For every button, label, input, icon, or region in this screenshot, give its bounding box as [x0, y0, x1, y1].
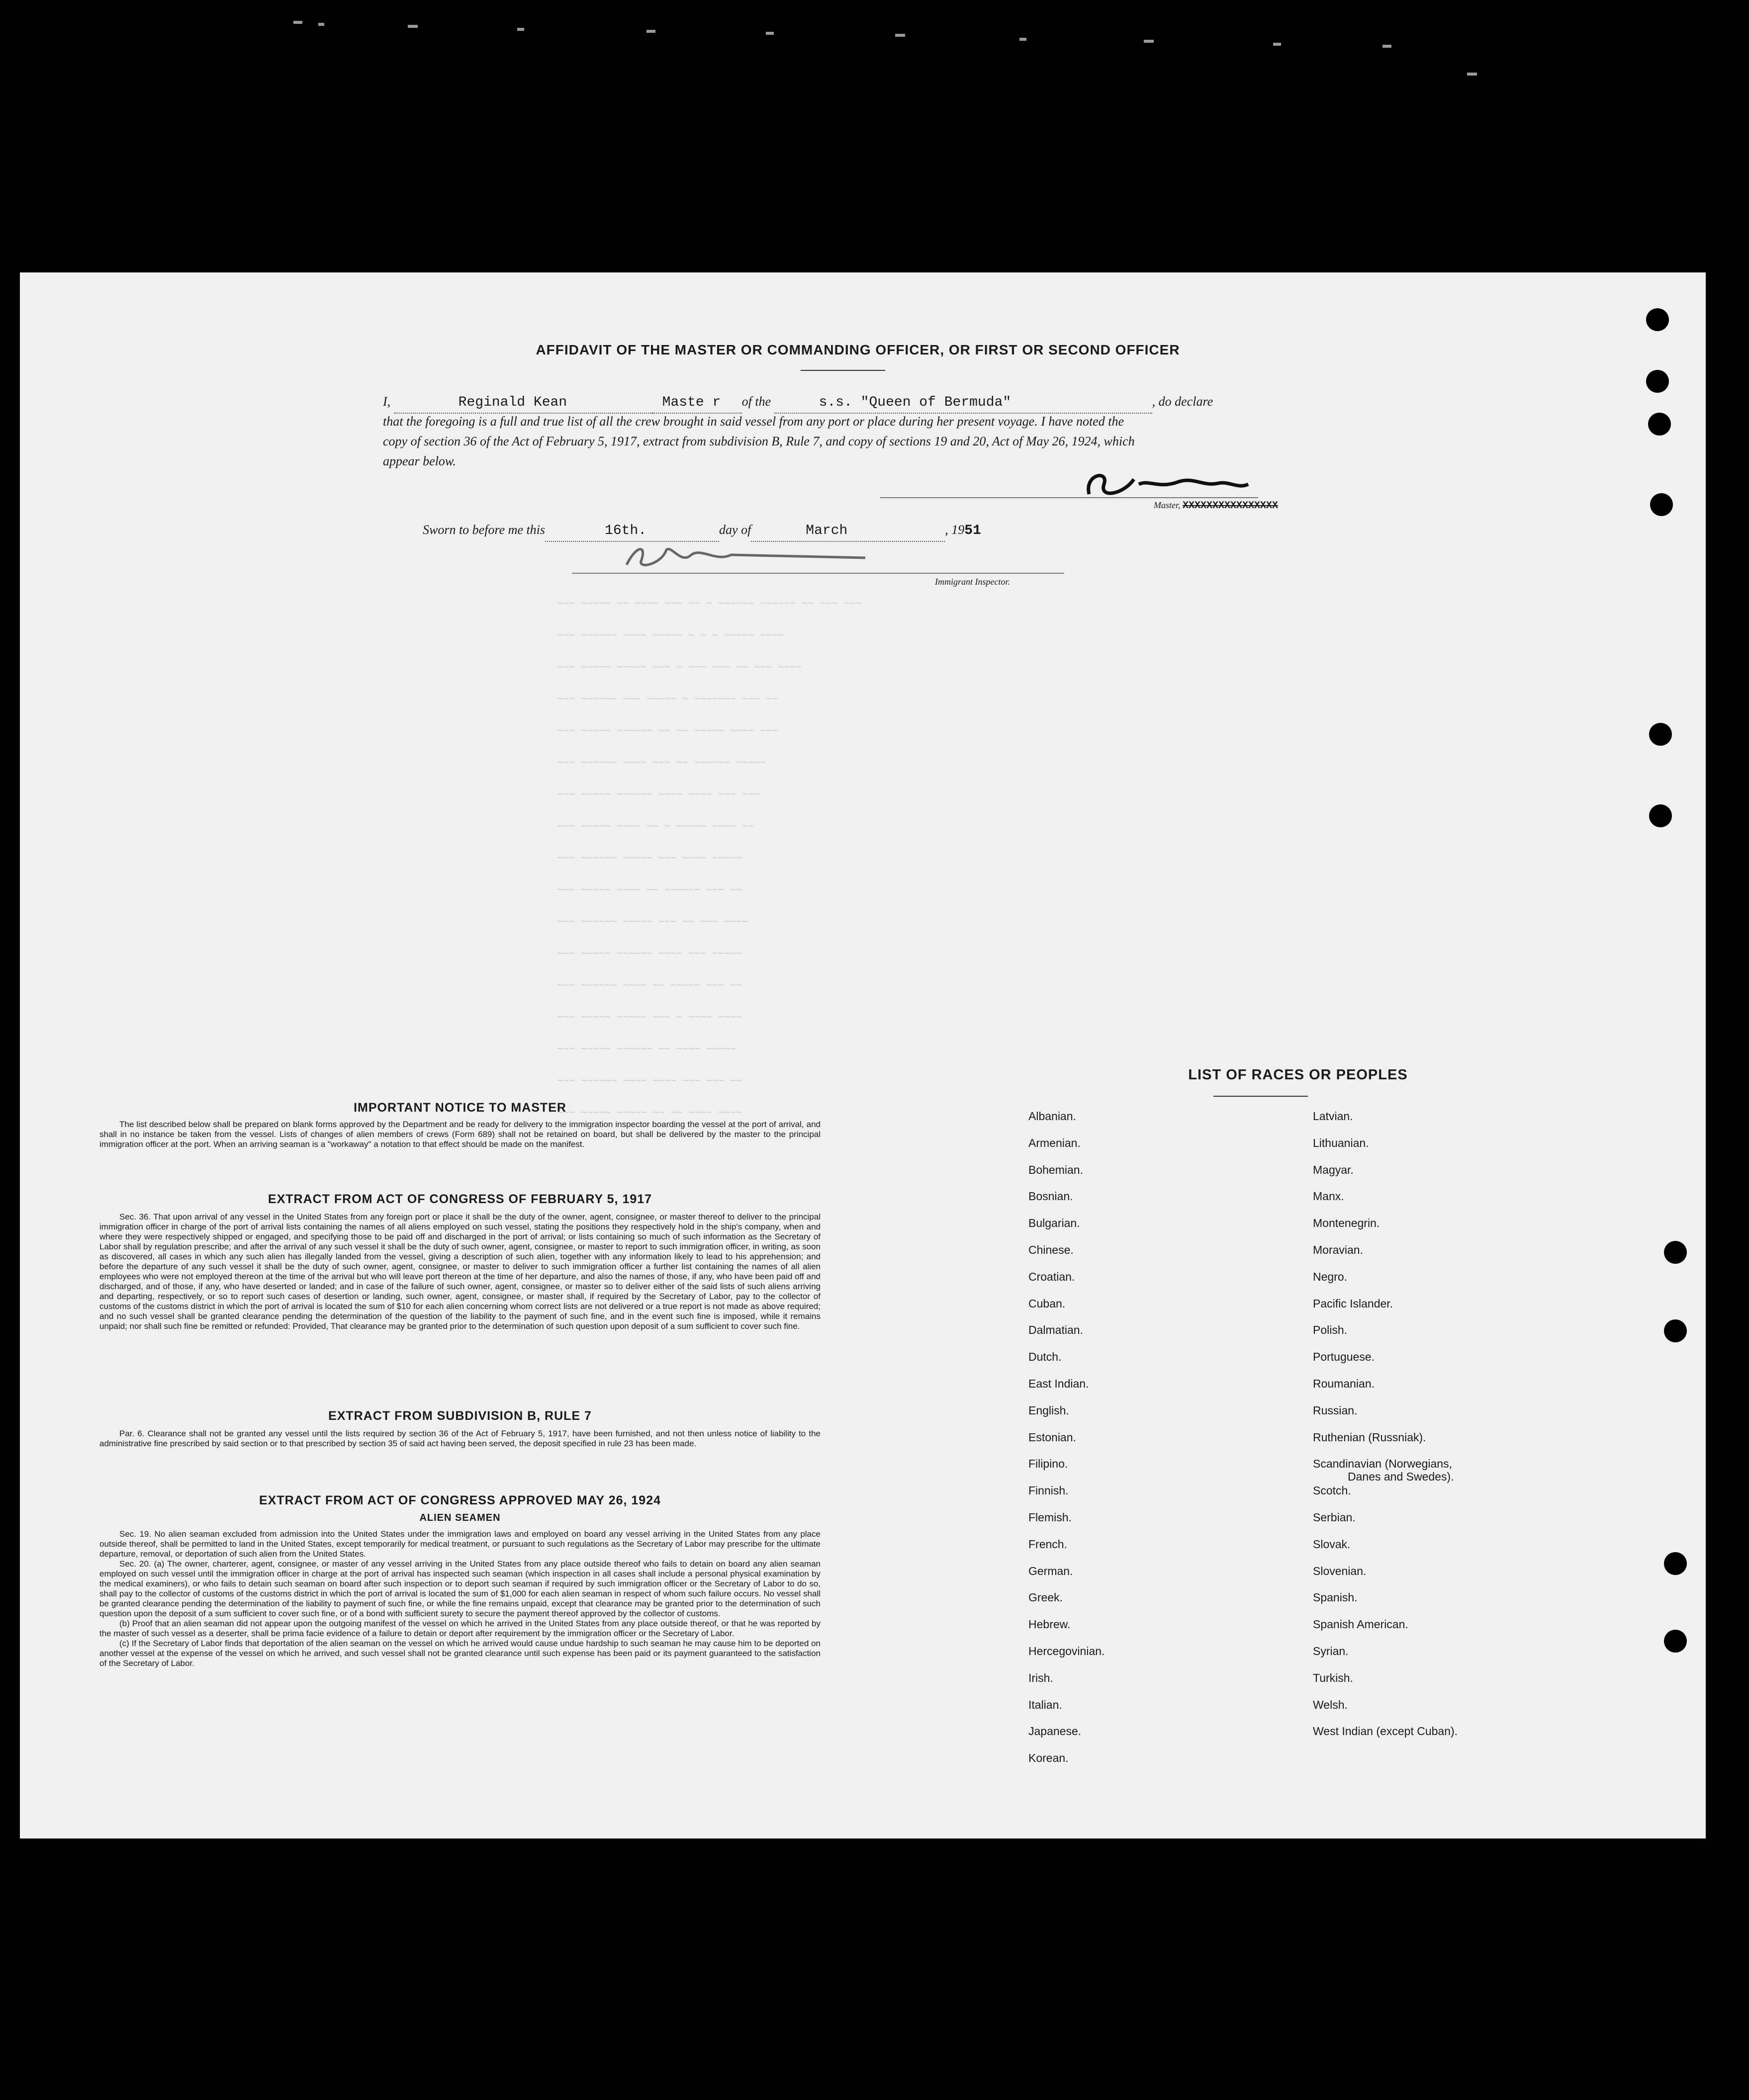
- sworn-day: 16th.: [605, 523, 647, 538]
- master-name: Reginald Kean: [458, 395, 567, 410]
- inspector-label: Immigrant Inspector.: [935, 577, 1010, 587]
- binder-hole: [1664, 1241, 1687, 1264]
- border-speck: [1019, 38, 1026, 41]
- race-item: Filipino.: [1028, 1457, 1068, 1471]
- inspector-signature: [617, 540, 875, 575]
- extract-rule7-title: EXTRACT FROM SUBDIVISION B, RULE 7: [328, 1409, 592, 1423]
- affidavit-title: AFFIDAVIT OF THE MASTER OR COMMANDING OFFICER, OR FIRST OR SECOND OFFICER: [536, 342, 1180, 357]
- races-title-underline: [1213, 1096, 1308, 1097]
- extract-1924-title: EXTRACT FROM ACT OF CONGRESS APPROVED MAY 26, 1924: [259, 1493, 661, 1507]
- race-item: French.: [1028, 1537, 1067, 1551]
- race-item: Croatian.: [1028, 1270, 1075, 1283]
- race-item: Hebrew.: [1028, 1618, 1071, 1631]
- extract-1917-title: EXTRACT FROM ACT OF CONGRESS OF FEBRUARY 5, 1917: [268, 1192, 652, 1206]
- border-speck: [1467, 73, 1477, 76]
- of-the-label: of the: [741, 394, 771, 409]
- race-item: Negro.: [1313, 1270, 1348, 1283]
- extract-1924-sec20b: (b) Proof that an alien seaman did not appear upon the outgoing manifest of the vessel on which he arrived in the United States from any place outside thereof, or that he was reported by the master of such vessel as a deserter, shall be prima facie evidence of a failure to detain or deport after requirement by the immigration officer or the Secretary of Labor.: [99, 1619, 821, 1638]
- race-item: Slovak.: [1313, 1537, 1351, 1551]
- master-rank: Maste r: [662, 395, 721, 410]
- border-speck: [766, 32, 774, 35]
- race-item: Spanish American.: [1313, 1618, 1408, 1631]
- binder-hole: [1664, 1319, 1687, 1342]
- race-item: Japanese.: [1028, 1725, 1082, 1738]
- extract-1924-text: [99, 1529, 821, 1668]
- master-label: Master, XXXXXXXXXXXXXXXX: [1154, 500, 1279, 512]
- race-item: Magyar.: [1313, 1163, 1354, 1176]
- sworn-year: 51: [964, 523, 981, 538]
- border-speck: [517, 28, 524, 31]
- document-page: ~~~ ~~~~~ ~~ ~~~~ ~~~ ~~ ~ ~~~~~~ ~~~~~~ ~~ ~~~ ~~~ ~~~ ~~~~~~ ~~~~ ~~~~~ ~ ~ ~ ~~~~~ ~~~~ ~~~ ~~~~~ ~~~~~ ~~~ ~ ~~~ ~~~ ~~ ~~~ ~~~~ ~~~ ~~~~~~ ~~~ ~~~~~ ~ ~~~~~~~ ~~~ ~~ ~~~ ~~~~~ ~~~~~~ ~~ ~~ ~~~~~ ~~~~ ~~~ ~~~ ~~~~~~ ~~~~ ~~~ ~~ ~~~~~~ ~~~~~ ~~~ ~~~~~ ~~~~~~ ~~~~ ~~~~ ~~~ ~~~ ~~~ ~~~~~ ~~~~ ~~ ~ ~~~~~ ~~~~ ~~ ~~~ ~~~~~~ ~~~~~ ~~~ ~~~~ ~~~~~ ~~~ ~~~~~ ~~~~ ~~ ~~~~~~ ~~~ ~~ ~~~ ~~~~~~ ~~~~~ ~~~ ~~ ~~~ ~~~~ ~~~ ~~~~~ ~~~~~~ ~~~~ ~~~ ~~~~~ ~~~ ~~~~~~ ~~~~ ~~ ~~~~~ ~~~ ~~ ~~~ ~~~~~ ~~~~~ ~~~ ~ ~~~~ ~~~~ ~~~ ~~~~~ ~~~~~~ ~~ ~~~~ ~~~~~ ~~~ ~~~~~~ ~~~~ ~~~~ ~~~ ~~~ ~~ ~~~ ~~~~~ ~~~~~ ~~ ~~ ~~~~ ~~~~ AFFIDAVIT OF THE MASTER OR COMMANDING OFFICER, OR FIRST OR SECOND OFFICER I, Reginald Kean Maste r of the s.s. "Queen of Bermuda" , do declare that the foregoing is a full and true list of all the crew brought in said vessel from any port or place during her present voyage. I have noted the copy of section 36 of the Act of February 5, 1917, extract from subdivision B, Rule 7, and copy of sections 19 and 20, Act of May 26, 1924, which appear below. Master, XXXXXXXXXXXXXXXX Sworn to before me this 16th. day of March , 1951 Immigrant Inspector. IMPORTANT NOTICE TO MASTER The list described below shall be prepared on blank forms approved by the Department and be ready for delivery to the immigration inspector boarding the vessel at the port of arrival, and shall in no instance be taken from the vessel. Lists of changes of alien members of crews (Form 689) shall not be retained on board, but shall be delivered by the master to the principal immigration officer at the port. When an arriving seaman is a "workaway" a notation to that effect should be made on the manifest. EXTRACT FROM ACT OF CONGRESS OF FEBRUARY 5, 1917 Sec. 36. That upon arrival of any vessel in the United States from any foreign port or place it shall be the duty of the owner, agent, consignee, or master thereof to deliver to the principal immigration officer in charge of the port of arrival lists containing the names of all aliens employed on such vessel, stating the positions they respectively hold in the ship's company, when and where they were respectively shipped or engaged, and specifying those to be paid off and discharged in the port of arrival; or lists containing so much of such information as the Secretary of Labor shall by regulation prescribe; and after the arrival of any such vessel it shall be the duty of such owner, agent, consignee, or master to report to such immigration officer, in writing, as soon as discovered, all cases in which any such alien has illegally landed from the vessel, giving a description of such alien, together with any information likely to lead to his apprehension; and before the departure of any such vessel it shall be the duty of such owner, agent, consignee, or master to deliver to such immigration officer a further list containing the names of all alien employees who were not employed thereon at the time of the arrival but who will leave port thereon at the time of her departure, and also the names of those, if any, who have been paid off and discharged, and of those, if any, who have deserted or landed; and in case of the failure of such owner, agent, consignee, or master so to deliver either of the said lists of such aliens arriving and departing, respectively, or so to report such cases of desertion or landing, such owner, agent, consignee, or master shall, if required by the Secretary of Labor, pay to the collector of customs of the customs district in which the port of arrival is located the sum of $10 for each alien concerning whom correct lists are not delivered or a true report is not made as above required; and no such vessel shall be granted clearance pending the determination of the question of the liability to the payment of such fine, and in the event such fine is imposed, while it remains unpaid; nor shall such fine be remitted or refunded: Provided, That clearance may be granted prior to the determination of such question upon deposit of a sum sufficient to cover such fine. EXTRACT FROM SUBDIVISION B, RULE 7 Par. 6. Clearance shall not be granted any vessel until the lists required by section 36 of the Act of February 5, 1917, have been furnished, and not then unless notice of liability to the administrative fine prescribed by said section or to that prescribed by section 35 of said act having been served, the deposit specified in rule 23 has been made. EXTRACT FROM ACT OF CONGRESS APPROVED MAY 26, 1924 ALIEN SEAMEN Sec. 19. No alien seaman excluded from admission into the United States under the immigration laws and employed on board any vessel arriving in the United States from any place outside thereof, shall be permitted to land in the United States, except temporarily for medical treatment, or pursuant to such regulations as the Secretary of Labor may prescribe for the ultimate departure, removal, or deportation of such alien from the United States. Sec. 20. (a) The owner, charterer, agent, consignee, or master of any vessel arriving in the United States from any place outside thereof who fails to detain on board any alien seaman employed on such vessel until the immigration officer in charge at the port of arrival has inspected such seaman (which inspection in all cases shall include a personal physical examination by the medical examiners), or who fails to detain such seaman on board after such inspection or to deport such seaman if required by such immigration officer or the Secretary of Labor to do so, shall pay to the collector of customs of the customs district in which the port of arrival is located the sum of $1,000 for each alien seaman in respect of whom such failure occurs. No vessel shall be granted clearance pending the determination of the liability to payment of such fine, or while the fine remains unpaid, except that clearance may be granted prior to the determination of such question upon the deposit of a sum sufficient to cover such fine, or of a bond with sufficient surety to secure the payment thereof approved by the collector of customs. (b) Proof that an alien seaman did not appear upon the outgoing manifest of the vessel on which he arrived in the United States from any place outside thereof, or that he was reported by the master of such vessel as a deserter, shall be prima facie evidence of a failure to detain or deport after requirement by the immigration officer or the Secretary of Labor. (c) If the Secretary of Labor finds that deportation of the alien seaman on the vessel on which he arrived would cause undue hardship to such seaman he may cause him to be deported on another vessel at the expense of the vessel on which he arrived, and such vessel shall not be granted clearance until such expense has been paid or its payment guaranteed to the satisfaction of the Secretary of Labor. LIST OF RACES OR PEOPLES Albanian. Armenian. Bohemian. Bosnian. Bulgarian. Chinese. Croatian. Cuban. Dalmatian. Dutch. East Indian. English. Estonian. Filipino. Finnish. Flemish. French. German. Greek. Hebrew. Hercegovinian. Irish. Italian. Japanese. Korean. Latvian. Lithuanian. Magyar. Manx. Montenegrin. Moravian. Negro. Pacific Islander. Polish. Portuguese. Roumanian. Russian. Ruthenian (Russniak). Scandinavian (Norwegians, Danes and Swedes). Scotch. Serbian. Slovak. Slovenian. Spanish. Spanish American. Syrian. Turkish. Welsh. West Indian (except Cuban).: [20, 272, 1706, 1838]
- affidavit-i: I,: [383, 394, 391, 409]
- race-item: Latvian.: [1313, 1110, 1353, 1123]
- races-title: LIST OF RACES OR PEOPLES: [1188, 1067, 1408, 1083]
- border-speck: [1144, 40, 1154, 43]
- race-item: Montenegrin.: [1313, 1217, 1380, 1230]
- extract-rule7-text: [99, 1429, 821, 1449]
- binder-hole: [1649, 804, 1672, 827]
- race-item: Flemish.: [1028, 1511, 1072, 1524]
- affidavit-line-4: appear below.: [383, 454, 456, 468]
- binder-hole: [1650, 493, 1673, 516]
- race-item: Korean.: [1028, 1751, 1069, 1765]
- border-speck: [293, 21, 302, 24]
- extract-1924-subtitle: ALIEN SEAMEN: [419, 1512, 501, 1523]
- extract-1917-paragraph: Sec. 36. That upon arrival of any vessel in the United States from any foreign port or place it shall be the duty of the owner, agent, consignee, or master thereof to deliver to the principal immigration officer in charge of the port of arrival lists containing the names of all aliens employed on such vessel, stating the positions they respectively hold in the ship's company, when and where they were respectively shipped or engaged, and specifying those to be paid off and discharged in the port of arrival; or lists containing so much of such information as the Secretary of Labor shall by regulation prescribe; and after the arrival of any such vessel it shall be the duty of such owner, agent, consignee, or master to report to such immigration officer, in writing, as soon as discovered, all cases in which any such alien has illegally landed from the vessel, giving a description of such alien, together with any information likely to lead to his apprehension; and before the departure of any such vessel it shall be the duty of such owner, agent, consignee, or master to deliver to such immigration officer a further list containing the names of all alien employees who were not employed thereon at the time of the arrival but who will leave port thereon at the time of her departure, and also the names of those, if any, who have been paid off and discharged, and of those, if any, who have deserted or landed; and in case of the failure of such owner, agent, consignee, or master so to deliver either of the said lists of such aliens arriving and departing, respectively, or so to report such cases of desertion or landing, such owner, agent, consignee, or master shall, if required by the Secretary of Labor, pay to the collector of customs of the customs district in which the port of arrival is located the sum of $10 for each alien concerning whom correct lists are not delivered or a true report is not made as above required; and no such vessel shall be granted clearance pending the determination of the question of the liability to the payment of such fine, and in the event such fine is imposed, while it remains unpaid; nor shall such fine be remitted or refunded: Provided, That clearance may be granted prior to the determination of such question upon deposit of a sum sufficient to cover such fine.: [99, 1212, 821, 1331]
- race-item: Bohemian.: [1028, 1163, 1083, 1176]
- race-item: Ruthenian (Russniak).: [1313, 1430, 1426, 1444]
- day-of-label: day of: [719, 523, 751, 537]
- important-notice-text: [99, 1120, 821, 1149]
- extract-1924-sec20a: Sec. 20. (a) The owner, charterer, agent, consignee, or master of any vessel arriving in the United States from any place outside thereof who fails to detain on board any alien seaman employed on such vessel until the immigration officer in charge at the port of arrival has inspected such seaman (which inspection in all cases shall include a personal physical examination by the medical examiners), or who fails to detain such seaman on board after such inspection or to deport such seaman if required by such immigration officer or the Secretary of Labor to do so, shall pay to the collector of customs of the customs district in which the port of arrival is located the sum of $1,000 for each alien seaman in respect of whom such failure occurs. No vessel shall be granted clearance pending the determination of the liability to payment of such fine, or while the fine remains unpaid, except that clearance may be granted prior to the determination of such question upon the deposit of a sum sufficient to cover such fine, or of a bond with sufficient surety to secure the payment thereof approved by the collector of customs.: [99, 1559, 821, 1618]
- race-item: Slovenian.: [1313, 1564, 1367, 1577]
- binder-hole: [1649, 723, 1672, 746]
- race-item: Chinese.: [1028, 1243, 1074, 1256]
- race-item: Scotch.: [1313, 1484, 1351, 1497]
- extract-1924-sec20c: (c) If the Secretary of Labor finds that deportation of the alien seaman on the vessel on which he arrived would cause undue hardship to such seaman he may cause him to be deported on another vessel at the expense of the vessel on which he arrived, and such vessel shall not be granted clearance until such expense has been paid or its payment guaranteed to the satisfaction of the Secretary of Labor.: [99, 1639, 821, 1668]
- race-item: Cuban.: [1028, 1297, 1066, 1310]
- race-item: Irish.: [1028, 1671, 1053, 1684]
- binder-hole: [1646, 370, 1669, 393]
- race-item: Danes and Swedes).: [1348, 1470, 1454, 1484]
- binder-hole: [1664, 1630, 1687, 1653]
- race-item: Greek.: [1028, 1591, 1063, 1604]
- affidavit-line-2: that the foregoing is a full and true list of all the crew brought in said vessel from any port or place during her present voyage. I have noted the: [383, 414, 1124, 429]
- race-item: Lithuanian.: [1313, 1136, 1369, 1149]
- sworn-line: [423, 520, 1069, 542]
- race-item: Polish.: [1313, 1323, 1348, 1337]
- race-item: East Indian.: [1028, 1377, 1089, 1390]
- sworn-month: March: [806, 523, 848, 538]
- struck-title: XXXXXXXXXXXXXXXX: [1183, 500, 1279, 512]
- race-item: Portuguese.: [1313, 1350, 1375, 1364]
- race-item: Serbian.: [1313, 1511, 1356, 1524]
- race-item: Spanish.: [1313, 1591, 1358, 1604]
- extract-rule7-paragraph: Par. 6. Clearance shall not be granted any vessel until the lists required by section 36 of the Act of February 5, 1917, have been furnished, and not then unless notice of liability to the administrative fine prescribed by said section or to that prescribed by section 35 of said act having been served, the deposit specified in rule 23 has been made.: [99, 1429, 821, 1448]
- race-item: Finnish.: [1028, 1484, 1069, 1497]
- border-speck: [1273, 43, 1281, 46]
- affidavit-line-3: copy of section 36 of the Act of February 5, 1917, extract from subdivision B, Rule 7, and copy of sections 19 and 20, Act of May 26, 1924, which: [383, 434, 1135, 448]
- race-item: Manx.: [1313, 1190, 1344, 1203]
- extract-1917-text: [99, 1212, 821, 1331]
- binder-hole: [1648, 413, 1671, 436]
- border-speck: [1382, 45, 1391, 48]
- race-item: German.: [1028, 1564, 1073, 1577]
- extract-1924-sec19: Sec. 19. No alien seaman excluded from admission into the United States under the immigration laws and employed on board any vessel arriving in the United States from any place outside thereof, shall be permitted to land in the United States, except temporarily for medical treatment, or pursuant to such regulations as the Secretary of Labor may prescribe for the ultimate departure, removal, or deportation of such alien from the United States.: [99, 1529, 821, 1559]
- title-underline: [801, 370, 885, 371]
- border-speck: [318, 23, 324, 26]
- race-item: Welsh.: [1313, 1698, 1348, 1711]
- race-item: Bosnian.: [1028, 1190, 1073, 1203]
- inspector-signature-line: [572, 573, 1064, 574]
- race-item: West Indian (except Cuban).: [1313, 1725, 1458, 1738]
- race-item: Syrian.: [1313, 1645, 1349, 1658]
- binder-hole: [1664, 1552, 1687, 1575]
- master-signature: [1079, 464, 1258, 504]
- master-signature-line: [880, 497, 1258, 498]
- race-item: English.: [1028, 1403, 1069, 1417]
- race-item: Roumanian.: [1313, 1377, 1375, 1390]
- binder-hole: [1646, 308, 1669, 331]
- race-item: Pacific Islander.: [1313, 1297, 1393, 1310]
- race-item: Dalmatian.: [1028, 1323, 1083, 1337]
- important-notice-title: IMPORTANT NOTICE TO MASTER: [354, 1101, 566, 1115]
- border-speck: [895, 34, 905, 37]
- race-item: Dutch.: [1028, 1350, 1062, 1364]
- race-item: Bulgarian.: [1028, 1217, 1080, 1230]
- race-item: Armenian.: [1028, 1136, 1081, 1149]
- race-item: Russian.: [1313, 1403, 1358, 1417]
- race-item: Scandinavian (Norwegians,: [1313, 1457, 1452, 1471]
- border-speck: [408, 25, 418, 28]
- important-notice-paragraph: The list described below shall be prepared on blank forms approved by the Department and be ready for delivery to the immigration inspector boarding the vessel at the port of arrival, and shall in no instance be taken from the vessel. Lists of changes of alien members of crews (Form 689) shall not be retained on board, but shall be delivered by the master to the principal immigration officer at the port. When an arriving seaman is a "workaway" a notation to that effect should be made on the manifest.: [99, 1120, 821, 1149]
- race-item: Albanian.: [1028, 1110, 1076, 1123]
- year-prefix: , 19: [945, 523, 965, 537]
- affidavit-line-1: [383, 392, 1402, 414]
- race-item: Hercegovinian.: [1028, 1645, 1105, 1658]
- border-speck: [646, 30, 655, 33]
- vessel-name: s.s. "Queen of Bermuda": [819, 395, 1012, 410]
- declare-label: , do declare: [1152, 394, 1213, 409]
- race-item: Turkish.: [1313, 1671, 1353, 1684]
- race-item: Italian.: [1028, 1698, 1062, 1711]
- sworn-label: Sworn to before me this: [423, 523, 546, 537]
- race-item: Moravian.: [1313, 1243, 1363, 1256]
- race-item: Estonian.: [1028, 1430, 1076, 1444]
